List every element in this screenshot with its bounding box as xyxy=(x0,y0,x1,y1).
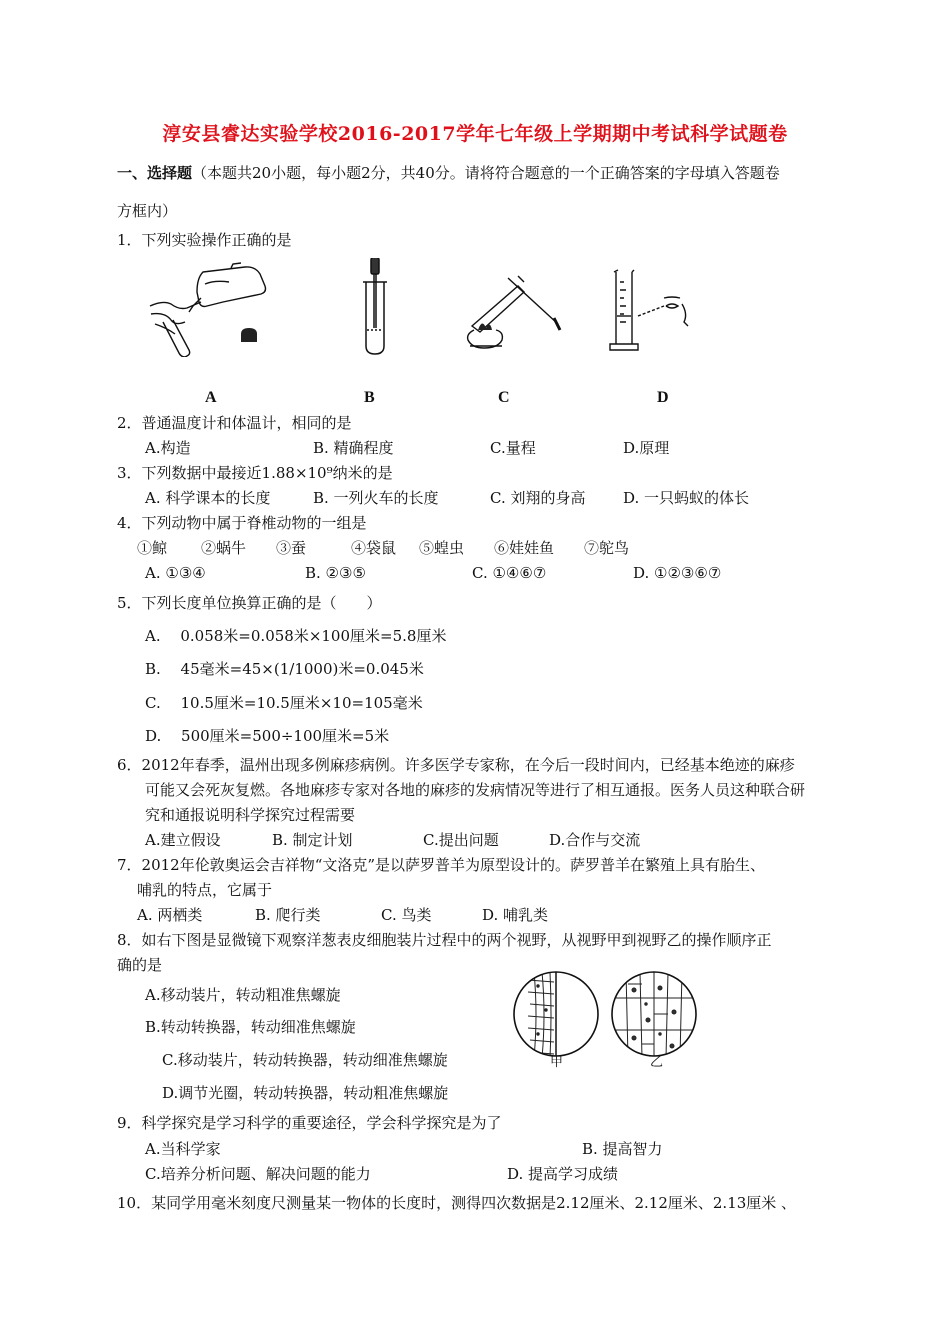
q5-option-d: D. 500厘米=500÷100厘米=5米 xyxy=(145,727,390,745)
q4-option-b: B. ②③⑤ xyxy=(305,564,366,582)
q4-stem: 4．下列动物中属于脊椎动物的一组是 xyxy=(117,514,367,532)
q6-option-a: A.建立假设 xyxy=(145,831,221,849)
q4-option-d: D. ①②③⑥⑦ xyxy=(633,564,722,582)
q9-stem: 9．科学探究是学习科学的重要途径，学会科学探究是为了 xyxy=(117,1114,502,1132)
q5-option-a: A. 0.058米=0.058米×100厘米=5.8厘米 xyxy=(145,627,447,645)
q1-stem: 1．下列实验操作正确的是 xyxy=(117,231,292,249)
q8-label-jia: 甲 xyxy=(550,1055,564,1070)
q4-animal: ①鲸 xyxy=(137,539,168,557)
q3-option-b: B. 一列火车的长度 xyxy=(313,489,439,507)
q7-option-a: A. 两栖类 xyxy=(137,906,203,924)
q7-option-d: D. 哺乳类 xyxy=(482,906,549,924)
q6-line-3: 究和通报说明科学探究过程需要 xyxy=(145,806,356,824)
q8-line-2: 确的是 xyxy=(117,956,163,974)
q1-label-b: B xyxy=(364,389,375,406)
q6-option-d: D.合作与交流 xyxy=(549,831,641,849)
q3-option-a: A. 科学课本的长度 xyxy=(145,489,271,507)
q1-figure-d-reading-cylinder xyxy=(602,268,698,354)
q4-animal: ②蜗牛 xyxy=(201,539,247,557)
q2-option-c: C.量程 xyxy=(490,439,536,457)
q9-option-c: C.培养分析问题、解决问题的能力 xyxy=(145,1165,371,1183)
q4-option-a: A. ①③④ xyxy=(145,564,206,582)
q1-figure-a-pouring-liquid xyxy=(145,262,275,357)
q5-option-b: B. 45毫米=45×(1/1000)米=0.045米 xyxy=(145,660,424,678)
q3-option-c: C. 刘翔的身高 xyxy=(490,489,586,507)
q8-label-yi: 乙 xyxy=(650,1055,664,1070)
q6-line-2: 可能又会死灰复燃。各地麻疹专家对各地的麻疹的发病情况等进行了相互通报。医务人员这种联合研 xyxy=(145,781,806,799)
q1-label-c: C xyxy=(498,389,510,406)
q2-stem: 2．普通温度计和体温计，相同的是 xyxy=(117,414,352,432)
section-1-instruction xyxy=(117,166,780,181)
q4-animal: ⑥娃娃鱼 xyxy=(494,539,555,557)
q5-stem: 5．下列长度单位换算正确的是（ ） xyxy=(117,594,382,612)
q1-figure-b-dropper-in-tube xyxy=(357,258,393,358)
q6-option-c: C.提出问题 xyxy=(423,831,499,849)
q10-line-1: 10．某同学用毫米刻度尺测量某一物体的长度时，测得四次数据是2.12厘米、2.12厘米、2.13厘米 、 xyxy=(117,1194,797,1212)
q8-option-b: B.转动转换器，转动细准焦螺旋 xyxy=(145,1018,356,1036)
q1-label-a: A xyxy=(205,389,217,406)
section-1-instruction-line-2: 方框内） xyxy=(117,202,178,220)
section-1-heading: 一、选择题 xyxy=(117,164,193,182)
q1-figure-c-heating-tube xyxy=(458,268,568,353)
q2-option-d: D.原理 xyxy=(623,439,670,457)
q3-stem: 3．下列数据中最接近1.88×10⁹纳米的是 xyxy=(117,464,393,482)
q8-line-1: 8．如右下图是显微镜下观察洋葱表皮细胞装片过程中的两个视野，从视野甲到视野乙的操作顺序正 xyxy=(117,931,772,949)
q8-option-d: D.调节光圈，转动转换器，转动粗准焦螺旋 xyxy=(162,1084,449,1102)
q8-option-c: C.移动装片，转动转换器，转动细准焦螺旋 xyxy=(162,1051,448,1069)
q7-option-b: B. 爬行类 xyxy=(255,906,321,924)
q6-line-1: 6．2012年春季，温州出现多例麻疹病例。许多医学专家称，在今后一段时间内，已经基本绝迹的麻疹 xyxy=(117,756,795,774)
q4-option-c: C. ①④⑥⑦ xyxy=(472,564,547,582)
q4-animal: ⑤蝗虫 xyxy=(419,539,465,557)
q5-option-c: C. 10.5厘米=10.5厘米×10=105毫米 xyxy=(145,694,423,712)
q7-line-2: 哺乳的特点，它属于 xyxy=(137,881,273,899)
q8-figure-microscope-views xyxy=(508,968,704,1076)
q9-option-d: D. 提高学习成绩 xyxy=(507,1165,619,1183)
q3-option-d: D. 一只蚂蚁的体长 xyxy=(623,489,750,507)
q4-animal: ⑦鸵鸟 xyxy=(584,539,630,557)
q4-animal: ④袋鼠 xyxy=(351,539,397,557)
q2-option-b: B. 精确程度 xyxy=(313,439,394,457)
q6-option-b: B. 制定计划 xyxy=(272,831,353,849)
q7-option-c: C. 鸟类 xyxy=(381,906,432,924)
q4-animal: ③蚕 xyxy=(276,539,307,557)
q8-option-a: A.移动装片，转动粗准焦螺旋 xyxy=(145,986,341,1004)
q9-option-a: A.当科学家 xyxy=(145,1140,221,1158)
q7-line-1: 7．2012年伦敦奥运会吉祥物“文洛克”是以萨罗普羊为原型设计的。萨罗普羊在繁殖上具有胎生、 xyxy=(117,856,766,874)
page-title: 淳安县睿达实验学校2016-2017学年七年级上学期期中考试科学试题卷 xyxy=(162,123,788,145)
q2-option-a: A.构造 xyxy=(145,439,191,457)
section-1-instruction-line-1: （本题共20小题，每小题2分，共40分。请将符合题意的一个正确答案的字母填入答题卷 xyxy=(192,164,780,182)
q1-label-d: D xyxy=(657,389,669,406)
q9-option-b: B. 提高智力 xyxy=(582,1140,663,1158)
